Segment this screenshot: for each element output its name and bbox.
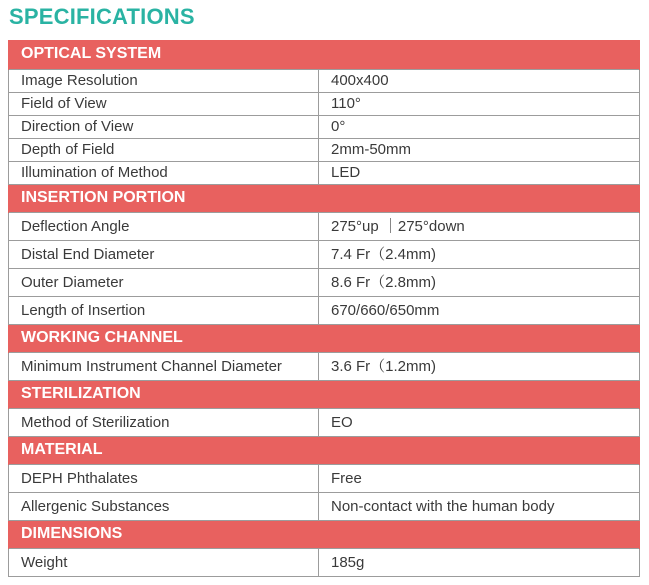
section-header-row (9, 380, 640, 408)
section-header-insertion-portion: INSERTION PORTION (9, 184, 640, 212)
spec-value: 7.4 Fr（2.4mm) (319, 240, 640, 268)
spec-label: Illumination of Method (9, 161, 319, 184)
table-row (9, 464, 640, 492)
table-row (9, 115, 640, 138)
section-header-optical-system: OPTICAL SYSTEM (9, 40, 640, 69)
table-row (9, 92, 640, 115)
spec-value: Non-contact with the human body (319, 492, 640, 520)
spec-label: DEPH Phthalates (9, 464, 319, 492)
spec-label: Distal End Diameter (9, 240, 319, 268)
table-row (9, 240, 640, 268)
spec-label: Weight (9, 548, 319, 576)
table-row (9, 69, 640, 92)
spec-label: Direction of View (9, 115, 319, 138)
spec-label: Outer Diameter (9, 268, 319, 296)
page-title: SPECIFICATIONS (9, 4, 195, 29)
table-row (9, 161, 640, 184)
section-header-sterilization: STERILIZATION (9, 380, 640, 408)
spec-label: Length of Insertion (9, 296, 319, 324)
table-row (9, 212, 640, 240)
table-row (9, 352, 640, 380)
section-header-row (9, 520, 640, 548)
spec-value: 400x400 (319, 69, 640, 92)
table-row (9, 548, 640, 576)
spec-label: Allergenic Substances (9, 492, 319, 520)
table-row (9, 492, 640, 520)
spec-label: Field of View (9, 92, 319, 115)
spec-label: Image Resolution (9, 69, 319, 92)
section-header-row (9, 436, 640, 464)
section-header-dimensions: DIMENSIONS (9, 520, 640, 548)
spec-value: 670/660/650mm (319, 296, 640, 324)
section-header-row (9, 324, 640, 352)
spec-label: Deflection Angle (9, 212, 319, 240)
section-header-material: MATERIAL (9, 436, 640, 464)
spec-label: Minimum Instrument Channel Diameter (9, 352, 319, 380)
spec-value: 275°up ｜275°down (319, 212, 640, 240)
spec-value: 3.6 Fr（1.2mm) (319, 352, 640, 380)
table-row (9, 296, 640, 324)
spec-value: LED (319, 161, 640, 184)
table-row (9, 138, 640, 161)
section-header-row (9, 40, 640, 69)
spec-value: EO (319, 408, 640, 436)
spec-label: Method of Sterilization (9, 408, 319, 436)
section-header-row (9, 184, 640, 212)
spec-label: Depth of Field (9, 138, 319, 161)
spec-value: Free (319, 464, 640, 492)
spec-value: 8.6 Fr（2.8mm) (319, 268, 640, 296)
table-row (9, 268, 640, 296)
table-row (9, 408, 640, 436)
specifications-table (8, 40, 640, 577)
spec-value: 185g (319, 548, 640, 576)
section-header-working-channel: WORKING CHANNEL (9, 324, 640, 352)
spec-value: 110° (319, 92, 640, 115)
spec-value: 0° (319, 115, 640, 138)
spec-value: 2mm-50mm (319, 138, 640, 161)
